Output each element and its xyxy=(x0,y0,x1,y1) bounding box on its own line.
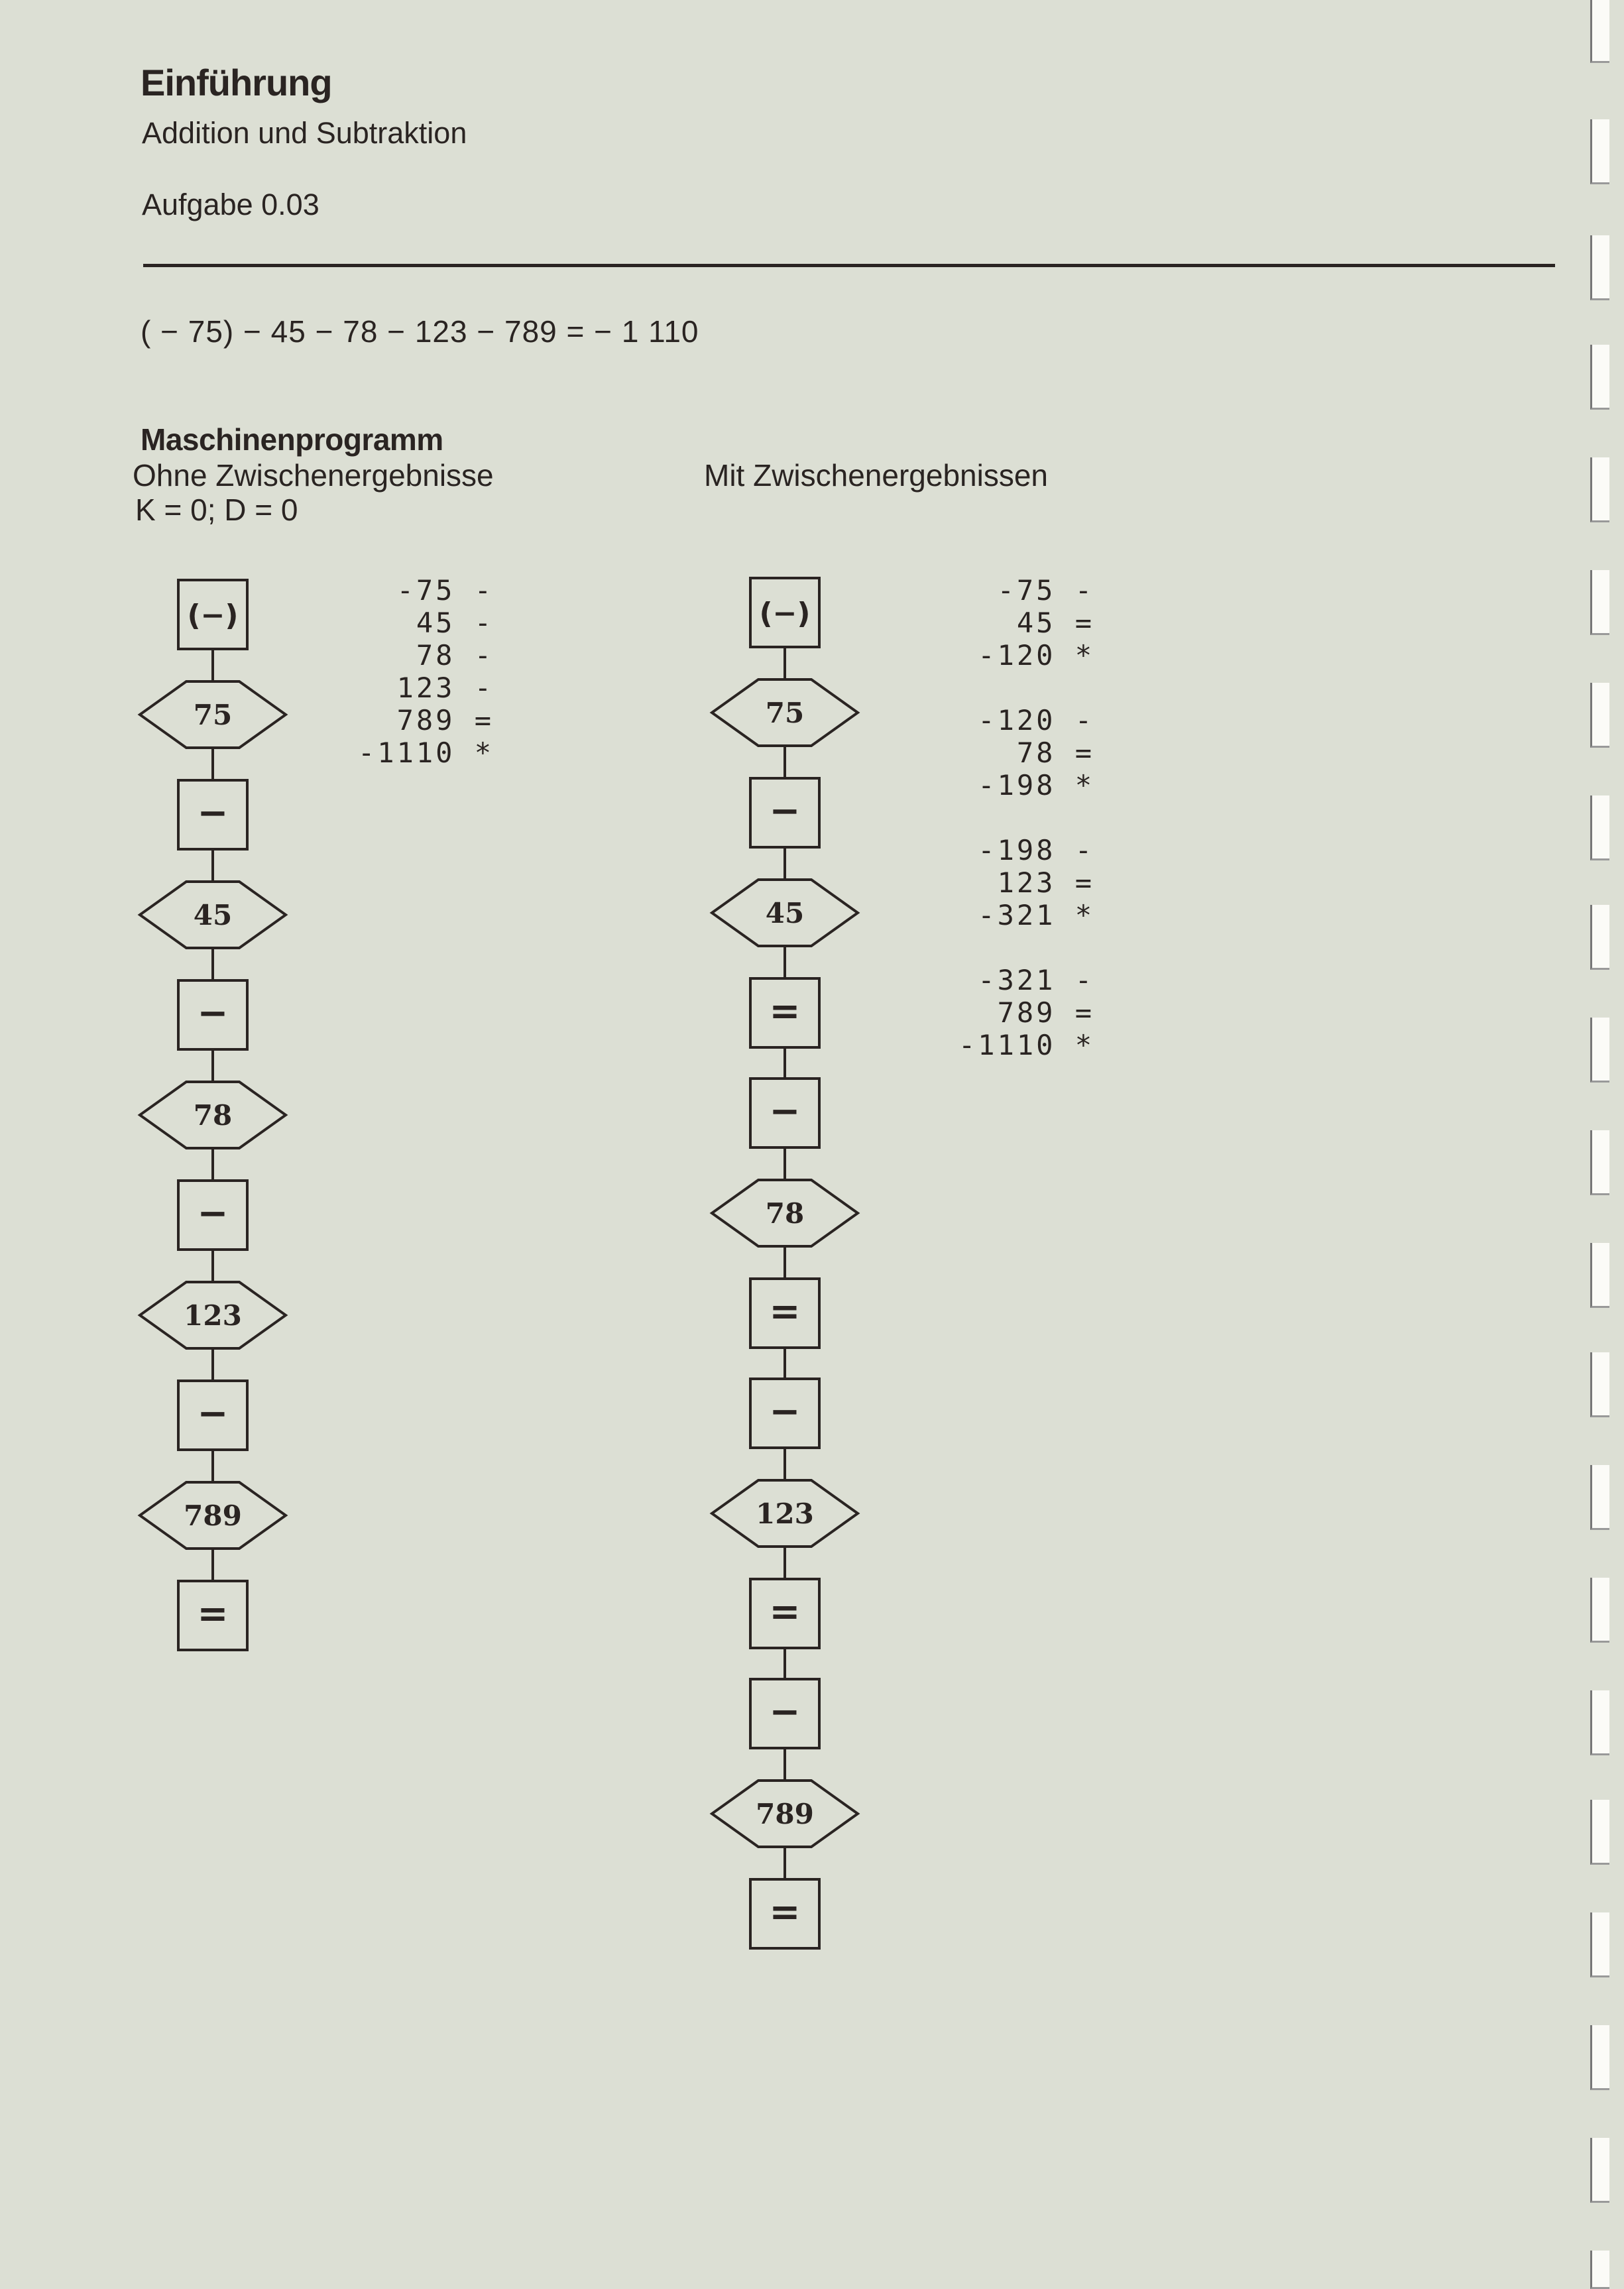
binder-hole xyxy=(1590,1578,1609,1643)
tape-left-line: 123 - xyxy=(358,672,494,704)
left-flow-value-diamond xyxy=(140,1282,286,1348)
right-flow-value-diamond xyxy=(712,1781,858,1847)
binder-hole xyxy=(1590,2025,1609,2090)
binder-hole xyxy=(1590,1243,1609,1308)
tape-left xyxy=(358,574,494,769)
right-flow-key-box xyxy=(750,1079,819,1147)
right-flow-key-label: − xyxy=(769,790,801,833)
left-flow-value-diamond xyxy=(140,1082,286,1148)
right-flow-key-box xyxy=(750,1279,819,1348)
page-title: Einführung xyxy=(141,62,332,103)
left-column-label: Ohne Zwischenergebnisse xyxy=(133,458,494,493)
left-flow-value-label: 45 xyxy=(193,899,233,931)
right-flow-value-diamond xyxy=(712,679,858,746)
tape-right xyxy=(958,574,1094,1061)
binder-hole xyxy=(1590,1130,1609,1195)
binder-hole xyxy=(1590,0,1609,63)
binder-hole xyxy=(1590,683,1609,748)
tape-right-line: 123 = xyxy=(958,866,1095,899)
right-flow-value-diamond xyxy=(712,880,858,946)
tape-right-line: 789 = xyxy=(958,996,1095,1029)
left-flow-value-diamond xyxy=(140,882,286,948)
right-flow-value-diamond xyxy=(712,1480,858,1547)
right-flow-key-label: = xyxy=(769,1891,801,1934)
left-flow-key-box xyxy=(178,1581,247,1650)
tape-right-line: -321 * xyxy=(958,899,1095,931)
left-flow-value-diamond xyxy=(140,681,286,748)
tape-right-line: 78 = xyxy=(958,736,1095,769)
task-number: Aufgabe 0.03 xyxy=(142,188,319,221)
left-flow-key-box xyxy=(178,1381,247,1450)
left-flow-key-label: − xyxy=(197,1392,229,1435)
tape-left-line: 45 - xyxy=(358,607,494,639)
left-flow-key-label: − xyxy=(197,992,229,1035)
right-flow-value-label: 789 xyxy=(756,1798,814,1830)
binder-hole xyxy=(1590,2138,1609,2203)
right-flow-key-label: − xyxy=(769,1090,801,1133)
tape-left-line: 789 = xyxy=(358,704,494,736)
tape-right-line: -120 - xyxy=(958,704,1095,736)
equation: ( − 75) − 45 − 78 − 123 − 789 = − 1 110 xyxy=(141,314,699,349)
left-flow-key-label: = xyxy=(197,1592,229,1635)
binder-hole xyxy=(1590,119,1609,184)
calculator-settings: K = 0; D = 0 xyxy=(135,493,298,527)
tape-right-line xyxy=(958,672,1094,704)
tape-right-line: -120 * xyxy=(958,639,1095,672)
binder-hole xyxy=(1590,795,1609,860)
left-flow-key-box xyxy=(178,1181,247,1250)
right-flow-key-label: (−) xyxy=(759,597,811,630)
page-subtitle: Addition und Subtraktion xyxy=(142,116,467,150)
binder-hole xyxy=(1590,570,1609,635)
left-flow-key-label: (−) xyxy=(187,599,239,632)
right-flow-key-box xyxy=(750,578,819,647)
binder-hole xyxy=(1590,1018,1609,1083)
left-flow-key-box xyxy=(178,780,247,849)
binder-hole xyxy=(1590,1690,1609,1755)
tape-right-line xyxy=(958,931,1094,964)
right-flow-key-label: = xyxy=(769,1590,801,1633)
right-flow-key-box xyxy=(750,1679,819,1748)
right-flow-key-label: − xyxy=(769,1690,801,1733)
left-flow-key-box xyxy=(178,980,247,1049)
tape-right-line: 45 = xyxy=(958,607,1095,639)
tape-left-line: -1110 * xyxy=(358,736,494,769)
binder-hole xyxy=(1590,457,1609,522)
left-flow-value-label: 75 xyxy=(193,699,233,731)
right-flow-value-label: 75 xyxy=(765,697,805,729)
tape-right-line: -198 - xyxy=(958,834,1095,866)
left-flow-value-label: 78 xyxy=(193,1099,233,1132)
binder-hole xyxy=(1590,1352,1609,1417)
right-flow-key-label: − xyxy=(769,1390,801,1433)
left-flow-key-label: − xyxy=(197,792,229,835)
right-column-label: Mit Zwischenergebnissen xyxy=(704,458,1049,493)
right-flow-key-box xyxy=(750,1579,819,1648)
binder-hole xyxy=(1590,235,1609,300)
left-flow-key-box xyxy=(178,580,247,649)
right-flow-key-label: = xyxy=(769,1290,801,1333)
right-flow-value-label: 123 xyxy=(756,1497,814,1530)
right-flow-key-box xyxy=(750,978,819,1047)
right-flow-key-box xyxy=(750,1379,819,1448)
binder-hole xyxy=(1590,1800,1609,1865)
right-flow-key-box xyxy=(750,1879,819,1948)
program-heading: Maschinenprogramm xyxy=(141,422,443,457)
right-flow-key-box xyxy=(750,778,819,847)
tape-left-line: 78 - xyxy=(358,639,494,672)
tape-right-line: -321 - xyxy=(958,964,1095,996)
left-flow-key-label: − xyxy=(197,1192,229,1235)
left-flow-value-label: 789 xyxy=(184,1499,242,1532)
tape-right-line: -75 - xyxy=(958,574,1095,607)
binder-hole xyxy=(1590,905,1609,970)
right-flow-key-label: = xyxy=(769,990,801,1033)
tape-right-line xyxy=(958,801,1094,834)
right-flow-value-label: 45 xyxy=(765,897,805,929)
left-flow-value-label: 123 xyxy=(184,1299,242,1332)
binder-hole xyxy=(1590,2251,1609,2289)
tape-right-line: -1110 * xyxy=(958,1029,1095,1061)
left-flow-value-diamond xyxy=(140,1482,286,1549)
tape-left-line: -75 - xyxy=(358,574,494,607)
right-flow-value-label: 78 xyxy=(765,1197,805,1230)
tape-right-line: -198 * xyxy=(958,769,1095,801)
binder-hole xyxy=(1590,1465,1609,1530)
binder-hole xyxy=(1590,345,1609,410)
binder-hole xyxy=(1590,1912,1609,1977)
right-flow-value-diamond xyxy=(712,1180,858,1246)
